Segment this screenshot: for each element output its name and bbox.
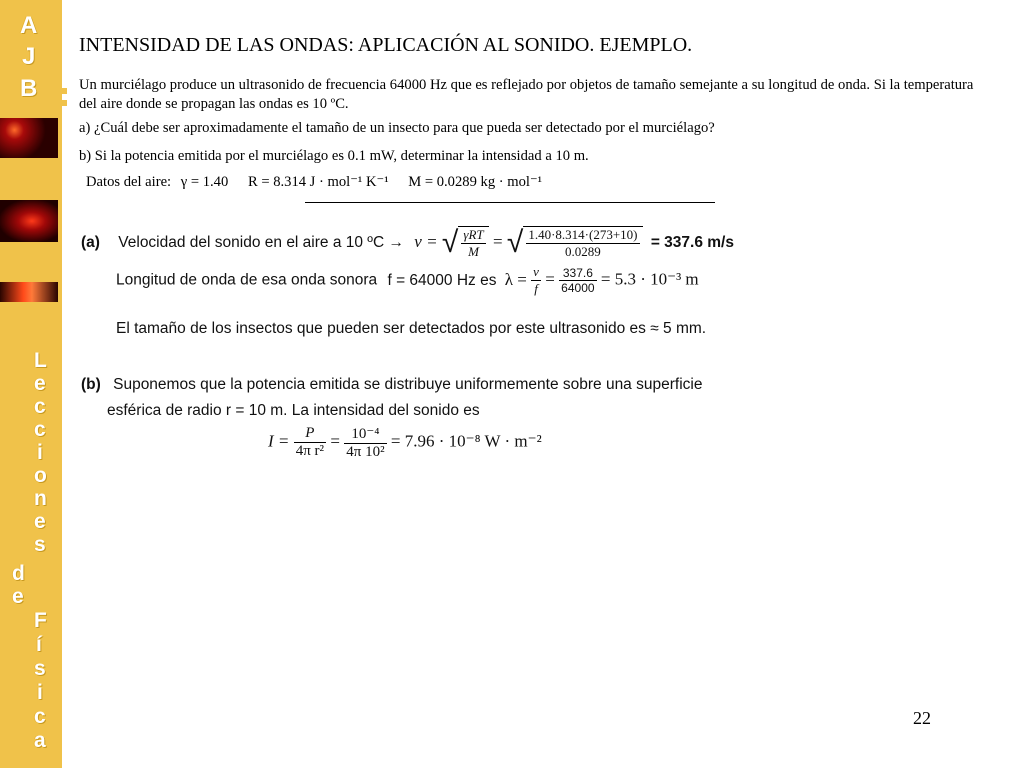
sidebar-letter: a [34, 729, 46, 752]
lambda-symbol: λ = [504, 269, 527, 289]
solution-a-label: (a) [81, 234, 100, 252]
solution-a-conclusion: El tamaño de los insectos que pueden ser detectados por este ultrasonido es ≈ 5 mm. [116, 320, 707, 337]
i-symbol: I = [268, 431, 290, 451]
sidebar-letter: o [34, 464, 47, 487]
solution-b-text1: Suponemos que la potencia emitida se distribuye uniformemente sobre una superficie [113, 376, 703, 393]
sqrt-den: M [468, 244, 479, 259]
question-b: b) Si la potencia emitida por el murciélago es 0.1 mW, determinar la intensidad a 10 m. [79, 148, 589, 164]
sidebar-letter: d [12, 562, 25, 585]
air-data-label: Datos del aire: [86, 174, 172, 190]
logo-letter-b: B [20, 75, 38, 102]
sidebar-letter: c [34, 418, 46, 441]
sqrt2-den: 0.0289 [565, 244, 601, 259]
logo-letter-j: J [22, 43, 36, 70]
sidebar-letter: c [34, 705, 46, 728]
air-gamma: γ = 1.40 [180, 174, 229, 190]
sidebar-letter: c [34, 395, 46, 418]
solution-a-line1 [81, 226, 734, 260]
sqrt-sign: √ [441, 226, 459, 259]
sidebar-letter: e [34, 372, 46, 395]
sidebar [0, 0, 62, 768]
logo-letter-a: A [20, 12, 38, 39]
air-m: M = 0.0289 kg · mol⁻¹ [408, 174, 543, 190]
intensity-result: = 7.96 · 10⁻⁸ W · m⁻² [390, 431, 542, 451]
sidebar-letter: i [37, 681, 43, 704]
intensity2-num: 10⁻⁴ [344, 424, 386, 444]
sidebar-tick [59, 88, 67, 94]
sidebar-letter: s [34, 533, 46, 556]
equals-sign: = [492, 232, 503, 252]
sidebar-letter: e [34, 510, 46, 533]
sidebar-letter: F [34, 609, 47, 632]
sidebar-letter: e [12, 585, 24, 608]
wavelength-result: = 5.3 · 10⁻³ m [600, 269, 699, 289]
v-symbol: v = [414, 232, 438, 252]
sidebar-photo-2 [0, 200, 58, 242]
wavelength-text: Longitud de onda de esa onda sonora [116, 271, 378, 289]
intensity-formula: I = $\frac{P}{\text{4π r²}}$ = $\frac{\text{10⁻⁴}}{\text{4π 10²}}$ = 7.96 · 10⁻⁸ W · m⁻² [268, 425, 542, 460]
sidebar-photo-1 [0, 118, 58, 158]
sidebar-letter: n [34, 487, 47, 510]
solution-b-line1 [81, 376, 702, 394]
question-a: a) ¿Cuál debe ser aproximadamente el tamaño de un insecto para que pueda ser detectado por el murciélago? [79, 120, 715, 136]
page-number: 22 [913, 708, 931, 728]
sound-speed-text: Velocidad del sonido en el aire a 10 ºC → [118, 234, 404, 252]
solution-a-line2: Longitud de onda de esa onda sonora f = 64000 Hz es λ = $\frac{v}{f}$ = $\frac{337.6}{64000}$ = 5.3 · 10⁻³ m [116, 264, 699, 296]
sqrt2-num: 1.40·8.314·(273+10) [528, 227, 638, 242]
air-r: R = 8.314 J · mol⁻¹ K⁻¹ [247, 174, 389, 190]
problem-statement: Un murciélago produce un ultrasonido de frecuencia 64000 Hz que es reflejado por objetos de tamaño semejante a su longitud de onda. Si la temperatura del aire donde se propagan las ondas es 10 ºC. [79, 77, 974, 112]
lambda2-den: 64000 [561, 281, 595, 295]
intensity-num: P [294, 425, 326, 443]
lambda-num: v [533, 264, 539, 279]
divider-line [305, 202, 715, 203]
sqrt-num: γRT [463, 227, 484, 242]
sidebar-letter: i [37, 441, 43, 464]
lambda2-num: 337.6 [559, 266, 596, 281]
slide-title: INTENSIDAD DE LAS ONDAS: APLICACIÓN AL SONIDO. EJEMPLO. [79, 34, 693, 56]
sidebar-tick [59, 100, 67, 106]
sidebar-letter: L [34, 349, 47, 372]
sound-speed-result: = 337.6 m/s [650, 234, 734, 252]
solution-b-label: (b) [81, 376, 101, 393]
frequency-value: f = 64000 Hz es [387, 271, 497, 289]
intensity-den: 4π r² [295, 443, 325, 459]
air-data [86, 173, 542, 191]
sqrt-sign-2: √ [506, 226, 524, 259]
sidebar-letter: í [36, 633, 42, 656]
lambda-den: f [534, 281, 538, 296]
solution-b-line2: esférica de radio r = 10 m. La intensidad del sonido es [107, 402, 480, 419]
sidebar-photo-3 [0, 282, 58, 302]
sidebar-letter: s [34, 657, 46, 680]
intensity2-den: 4π 10² [346, 444, 385, 460]
